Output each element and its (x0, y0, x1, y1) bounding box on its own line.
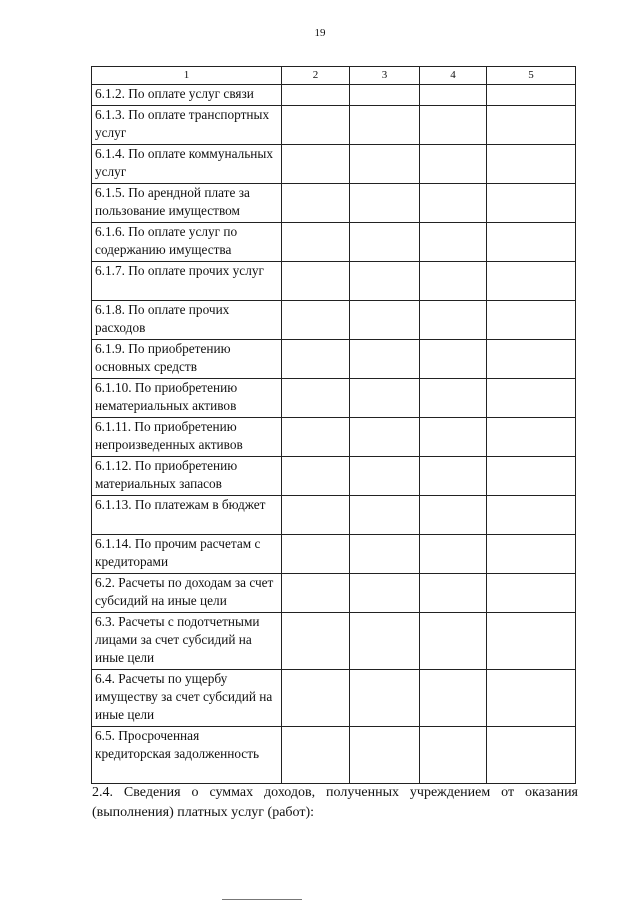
value-cell (420, 496, 487, 535)
row-label-cell (92, 535, 282, 574)
row-label-cell (92, 457, 282, 496)
table-row (92, 85, 576, 106)
value-cell (350, 496, 420, 535)
row-label: 6.1.4. По оплате коммунальных услуг (95, 146, 274, 179)
table-row (92, 496, 576, 535)
row-label-cell (92, 262, 282, 301)
value-cell (487, 727, 576, 784)
value-cell (487, 379, 576, 418)
value-cell (350, 727, 420, 784)
row-label: 6.1.2. По оплате услуг связи (95, 86, 254, 101)
value-cell (420, 418, 487, 457)
row-label-cell (92, 106, 282, 145)
table-row (92, 301, 576, 340)
value-cell (350, 613, 420, 670)
value-cell (350, 223, 420, 262)
value-cell (420, 262, 487, 301)
value-cell (487, 670, 576, 727)
row-label-cell (92, 670, 282, 727)
row-label: 6.1.5. По арендной плате за пользование имуществом (95, 185, 250, 218)
row-label: 6.5. Просроченная кредиторская задолженность (95, 728, 260, 761)
row-label-cell (92, 418, 282, 457)
value-cell (420, 379, 487, 418)
row-label: 6.1.3. По оплате транспортных услуг (95, 107, 270, 140)
row-label: 6.1.7. По оплате прочих услуг (95, 263, 264, 278)
table-row (92, 223, 576, 262)
value-cell (282, 184, 350, 223)
row-label: 6.3. Расчеты с подотчетными лицами за счет субсидий на иные цели (95, 614, 260, 665)
value-cell (350, 262, 420, 301)
value-cell (282, 340, 350, 379)
value-cell (487, 262, 576, 301)
scan-edge-line (222, 899, 302, 900)
value-cell (350, 85, 420, 106)
table-row (92, 340, 576, 379)
row-label: 6.1.14. По прочим расчетам с кредиторами (95, 536, 261, 569)
value-cell (420, 184, 487, 223)
value-cell (487, 184, 576, 223)
value-cell (282, 535, 350, 574)
value-cell (487, 340, 576, 379)
row-label: 6.1.11. По приобретению непроизведенных активов (95, 419, 243, 452)
value-cell (350, 301, 420, 340)
row-label-cell (92, 574, 282, 613)
table-header-row (92, 67, 576, 85)
row-label-cell (92, 184, 282, 223)
table-row (92, 457, 576, 496)
value-cell (420, 613, 487, 670)
value-cell (282, 301, 350, 340)
value-cell (487, 106, 576, 145)
value-cell (487, 496, 576, 535)
value-cell (420, 301, 487, 340)
section-paragraph: 2.4. Сведения о суммах доходов, полученных учреждением от оказания (выполнения) платных услуг (работ): (92, 785, 578, 820)
value-cell (487, 418, 576, 457)
value-cell (350, 145, 420, 184)
column-header: 1 (92, 67, 282, 85)
value-cell (487, 85, 576, 106)
row-label-cell (92, 496, 282, 535)
value-cell (420, 106, 487, 145)
value-cell (282, 262, 350, 301)
column-header: 3 (350, 67, 420, 85)
value-cell (487, 613, 576, 670)
value-cell (350, 106, 420, 145)
table-row (92, 106, 576, 145)
report-table (91, 66, 576, 784)
value-cell (420, 340, 487, 379)
column-header: 4 (420, 67, 487, 85)
table-row (92, 184, 576, 223)
value-cell (350, 418, 420, 457)
value-cell (282, 106, 350, 145)
value-cell (420, 457, 487, 496)
row-label-cell (92, 85, 282, 106)
column-header: 2 (282, 67, 350, 85)
row-label: 6.1.12. По приобретению материальных запасов (95, 458, 238, 491)
table-row (92, 670, 576, 727)
table-row (92, 145, 576, 184)
value-cell (420, 223, 487, 262)
value-cell (350, 670, 420, 727)
row-label-cell (92, 727, 282, 784)
row-label-cell (92, 301, 282, 340)
value-cell (282, 574, 350, 613)
table-row (92, 613, 576, 670)
value-cell (282, 670, 350, 727)
row-label: 6.1.13. По платежам в бюджет (95, 497, 266, 512)
value-cell (282, 457, 350, 496)
value-cell (487, 145, 576, 184)
value-cell (282, 418, 350, 457)
table-row (92, 727, 576, 784)
value-cell (487, 223, 576, 262)
value-cell (420, 670, 487, 727)
value-cell (282, 85, 350, 106)
value-cell (487, 535, 576, 574)
value-cell (350, 535, 420, 574)
value-cell (420, 85, 487, 106)
column-header: 5 (487, 67, 576, 85)
value-cell (487, 301, 576, 340)
row-label-cell (92, 340, 282, 379)
value-cell (282, 379, 350, 418)
table-body (92, 67, 576, 784)
value-cell (282, 145, 350, 184)
value-cell (350, 379, 420, 418)
table-row (92, 379, 576, 418)
value-cell (350, 574, 420, 613)
value-cell (282, 496, 350, 535)
row-label: 6.4. Расчеты по ущербу имуществу за счет субсидий на иные цели (95, 671, 273, 722)
value-cell (420, 727, 487, 784)
row-label: 6.1.8. По оплате прочих расходов (95, 302, 230, 335)
value-cell (282, 613, 350, 670)
value-cell (487, 574, 576, 613)
row-label: 6.1.9. По приобретению основных средств (95, 341, 231, 374)
table-row (92, 262, 576, 301)
table-row (92, 535, 576, 574)
row-label: 6.1.6. По оплате услуг по содержанию имущества (95, 224, 238, 257)
value-cell (350, 184, 420, 223)
value-cell (420, 574, 487, 613)
page-number: 19 (314, 27, 326, 39)
value-cell (420, 535, 487, 574)
row-label-cell (92, 379, 282, 418)
table-row (92, 418, 576, 457)
table-row (92, 574, 576, 613)
value-cell (282, 223, 350, 262)
row-label-cell (92, 145, 282, 184)
row-label-cell (92, 223, 282, 262)
value-cell (350, 457, 420, 496)
value-cell (420, 145, 487, 184)
row-label: 6.1.10. По приобретению нематериальных активов (95, 380, 238, 413)
row-label-cell (92, 613, 282, 670)
value-cell (350, 340, 420, 379)
value-cell (487, 457, 576, 496)
value-cell (282, 727, 350, 784)
row-label: 6.2. Расчеты по доходам за счет субсидий на иные цели (95, 575, 274, 608)
